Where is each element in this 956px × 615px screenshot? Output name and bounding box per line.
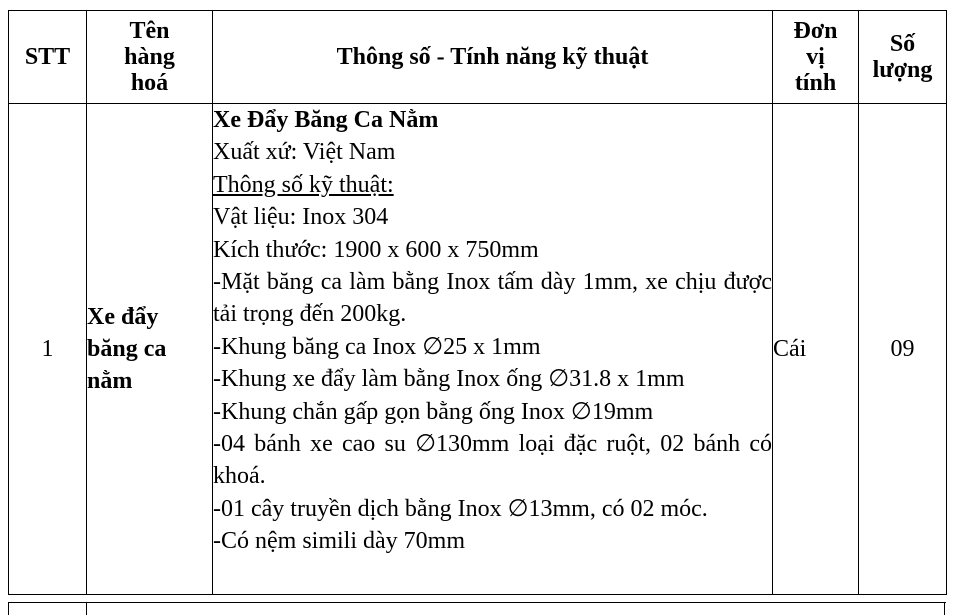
spec-feature: -Khung xe đẩy làm bằng Inox ống ∅31.8 x 1mm [213, 366, 685, 393]
header-unit-line: vị [806, 44, 825, 70]
spec-title: Xe Đẩy Băng Ca Nằm [213, 107, 439, 133]
spec-feature: -Khung chắn gấp gọn bằng ống Inox ∅19mm [213, 398, 654, 425]
cell-name-line: băng ca [87, 336, 167, 362]
cell-name [87, 104, 213, 595]
spec-material: Vật liệu: Inox 304 [213, 204, 389, 231]
next-row-border [86, 603, 87, 615]
table-row [9, 104, 947, 595]
header-name [87, 11, 213, 104]
spec-dimensions: Kích thước: 1900 x 600 x 750mm [213, 236, 539, 263]
spec-table [8, 10, 947, 595]
header-stt: STT [9, 11, 87, 104]
header-qty-line: Số [889, 31, 916, 57]
header-qty-line: lượng [872, 57, 933, 83]
page-top-cut-text [430, 0, 436, 9]
spec-origin: Xuất xứ: Việt Nam [213, 139, 396, 166]
header-unit-line: tính [794, 70, 837, 96]
header-qty [859, 11, 947, 104]
spec-heading: Thông số kỹ thuật: [213, 171, 394, 198]
spec-feature: -04 bánh xe cao su ∅130mm loại đặc ruột, 02 bánh có khoá. [213, 431, 772, 490]
cell-name-line: nằm [87, 368, 133, 394]
header-name-line: hoá [130, 70, 169, 96]
next-row-edge [8, 602, 946, 615]
header-name-line: hàng [124, 44, 175, 70]
spec-feature: -01 cây truyền dịch bằng Inox ∅13mm, có 02 móc. [213, 495, 708, 522]
header-spec: Thông số - Tính năng kỹ thuật [213, 11, 773, 104]
header-unit [773, 11, 859, 104]
next-row-border [8, 603, 9, 615]
header-unit-line: Đơn [793, 18, 838, 44]
cell-name-line: Xe đẩy [87, 304, 159, 330]
cell-spec [213, 104, 773, 595]
table-header-row [9, 11, 947, 104]
spec-feature: -Mặt băng ca làm bằng Inox tấm dày 1mm, xe chịu được tải trọng đến 200kg. [213, 269, 772, 328]
cell-stt: 1 [9, 104, 87, 595]
header-name-line: Tên [129, 18, 170, 44]
cell-qty: 09 [859, 104, 947, 595]
spec-feature: -Khung băng ca Inox ∅25 x 1mm [213, 333, 541, 360]
spec-feature: -Có nệm simili dày 70mm [213, 528, 465, 555]
next-row-border [944, 603, 945, 615]
cell-unit: Cái [773, 104, 859, 595]
